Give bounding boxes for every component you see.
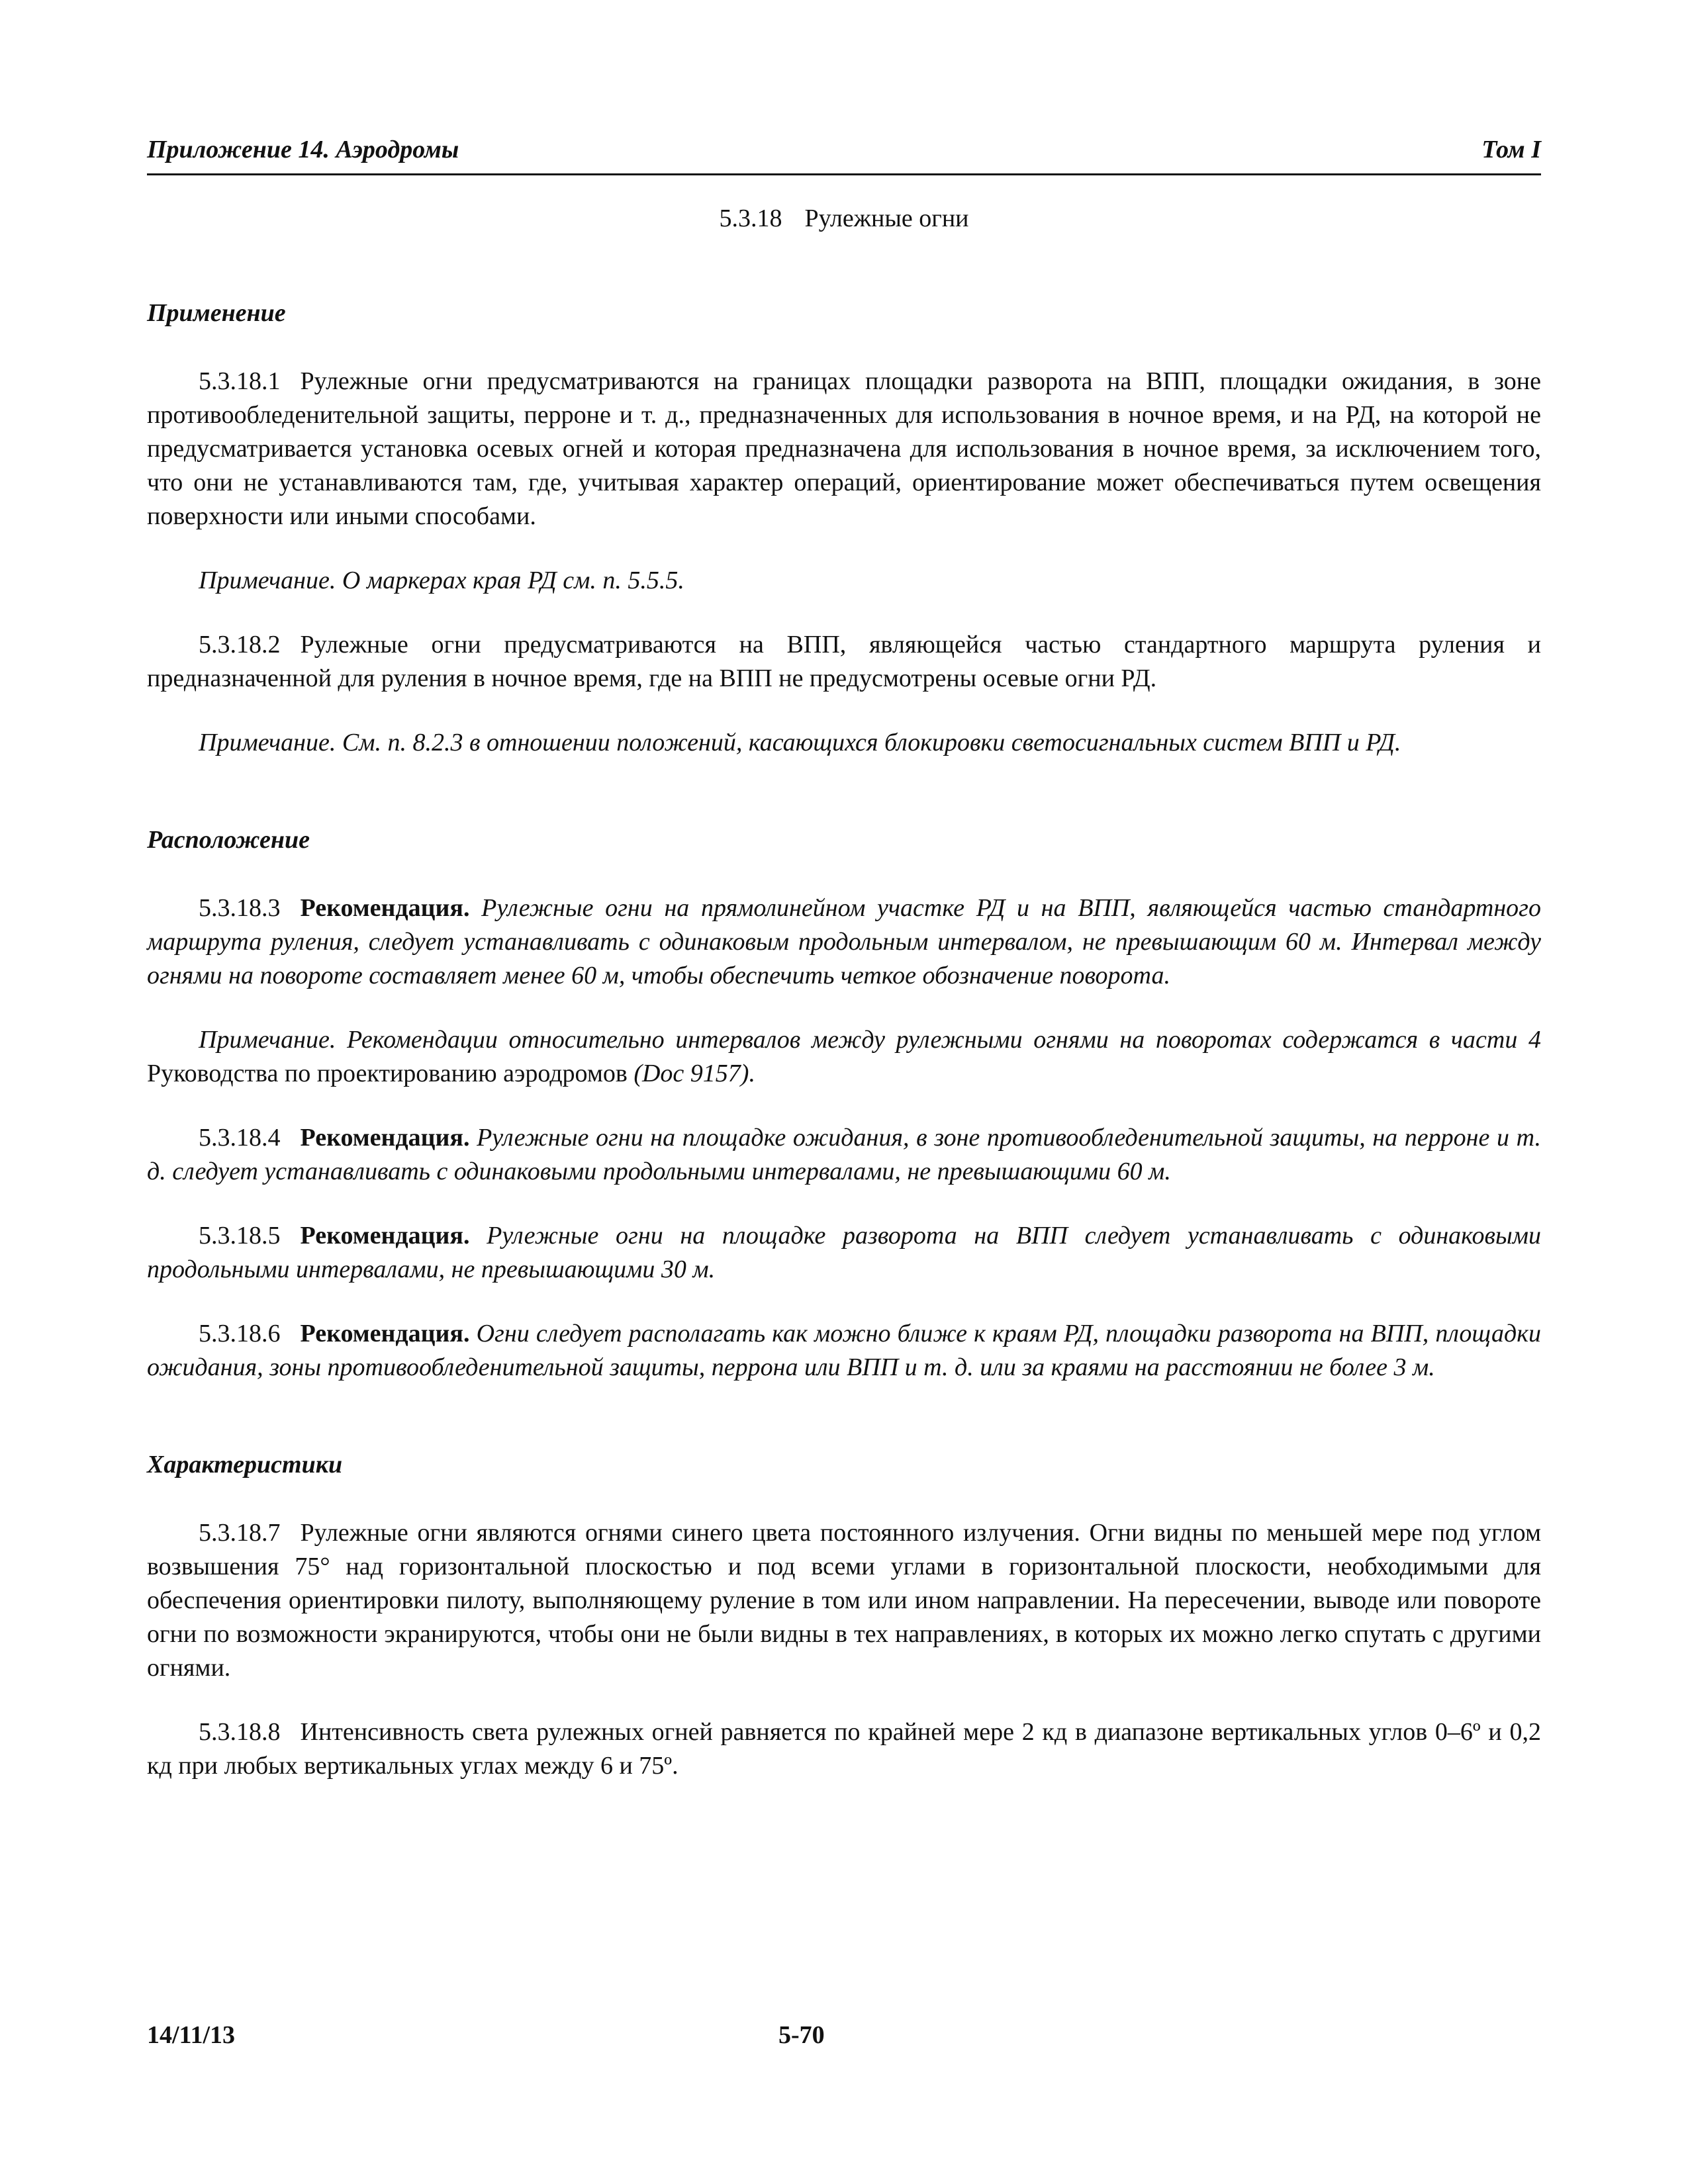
heading-characteristics: Характеристики [147, 1451, 343, 1479]
paragraph-5-3-18-1 [147, 365, 1541, 533]
recommendation-label: Рекомендация. [300, 1222, 470, 1250]
running-header [147, 132, 1541, 175]
paragraph-text: Огни следует располагать как можно ближе к краям РД, площадки разворота на ВПП, площадки ожидания, зоны противообледенительной защиты, перрона или ВПП и т. д. или за краями на расстоянии не более 3 м. [147, 1320, 1542, 1381]
heading-location: Расположение [147, 826, 310, 854]
note-interlock: Примечание. См. п. 8.2.3 в отношении положений, касающихся блокировки светосигнальных систем ВПП и РД. [199, 729, 1401, 756]
paragraph-5-3-18-3 [147, 891, 1541, 993]
note-edge-markers: Примечание. О маркерах края РД см. п. 5.5.5. [199, 567, 684, 594]
paragraph-text: Рулежные огни на прямолинейном участке РД и на ВПП, являющейся частью стандартного маршрута руления, следует устанавливать с одинаковым продольным интервалом, не превышающим 60 м. Интервал между огнями на повороте составляет менее 60 м, чтобы обеспечить четкое обозначение поворота. [147, 894, 1541, 989]
paragraph-number: 5.3.18.2 [199, 631, 281, 659]
paragraph-number: 5.3.18.7 [199, 1519, 281, 1547]
section-name: Рулежные огни [804, 205, 969, 232]
paragraph-number: 5.3.18.6 [199, 1320, 281, 1347]
section-number: 5.3.18 [719, 205, 782, 232]
recommendation-label: Рекомендация. [300, 1124, 470, 1152]
paragraph-5-3-18-2 [147, 628, 1541, 696]
paragraph-text: Рулежные огни предусматриваются на границах площадки разворота на ВПП, площадки ожидания, в зоне противообледенительной защиты, перроне и т. д., предназначенных для использования в ночное время, и на РД, на которой не предусматривается установка осевых огней и которая предназначена для использования в ночное время, за исключением того, что они не устанавливаются там, где, учитывая характер операций, ориентирование может обеспечиваться путем освещения поверхности или иными способами. [147, 367, 1541, 530]
paragraph-number: 5.3.18.3 [199, 894, 281, 922]
paragraph-number: 5.3.18.5 [199, 1222, 281, 1250]
document-body [147, 296, 1541, 1783]
paragraph-text: Рулежные огни на площадке ожидания, в зоне противообледенительной защиты, на перроне и т. д. следует устанавливать с одинаковыми продольными интервалами, не превышающими 60 м. [147, 1124, 1541, 1185]
recommendation-label: Рекомендация. [300, 1320, 470, 1347]
header-annex-title: Приложение 14. Аэродромы [147, 136, 459, 163]
paragraph-text: Рулежные огни на площадке разворота на ВПП следует устанавливать с одинаковыми продольными интервалами, не превышающими 30 м. [147, 1222, 1541, 1283]
paragraph-5-3-18-5 [147, 1219, 1541, 1287]
paragraph-5-3-18-4 [147, 1121, 1541, 1189]
paragraph-text: Интенсивность света рулежных огней равняется по крайней мере 2 кд в диапазоне вертикальных углов 0–6º и 0,2 кд при любых вертикальных углах между 6 и 75º. [147, 1718, 1541, 1780]
manual-title: Руководства по проектированию аэродромов [147, 1060, 628, 1087]
paragraph-5-3-18-8 [147, 1715, 1541, 1783]
paragraph-number: 5.3.18.4 [199, 1124, 281, 1152]
paragraph-5-3-18-7 [147, 1516, 1541, 1685]
paragraph-text: Рулежные огни являются огнями синего цвета постоянного излучения. Огни видны по меньшей мере под углом возвышения 75° над горизонтальной плоскостью и под всеми углами в горизонтальной плоскости, необходимыми для обеспечения ориентировки пилоту, выполняющему руление в том или ином направлении. На пересечении, выводе или повороте огни по возможности экранируются, чтобы они не были видны в тех направлениях, в которых их можно легко спутать с другими огнями. [147, 1519, 1541, 1682]
header-volume: Том I [1481, 136, 1541, 163]
footer-page-number: 5-70 [778, 2021, 825, 2049]
doc-reference: (Doc 9157). [633, 1060, 755, 1087]
footer-date: 14/11/13 [147, 2021, 236, 2049]
note-spacing-curves [147, 1023, 1541, 1091]
paragraph-5-3-18-6 [147, 1317, 1541, 1385]
recommendation-label: Рекомендация. [300, 894, 470, 922]
heading-application: Применение [147, 299, 286, 327]
note-text: Примечание. Рекомендации относительно интервалов между рулежными огнями на поворотах содержатся в части 4 [199, 1026, 1541, 1054]
paragraph-number: 5.3.18.1 [199, 367, 281, 395]
section-title [147, 204, 1541, 233]
paragraph-text: Рулежные огни предусматриваются на ВПП, являющейся частью стандартного маршрута руления и предназначенной для руления в ночное время, где на ВПП не предусмотрены осевые огни РД. [147, 631, 1541, 692]
paragraph-number: 5.3.18.8 [199, 1718, 281, 1746]
